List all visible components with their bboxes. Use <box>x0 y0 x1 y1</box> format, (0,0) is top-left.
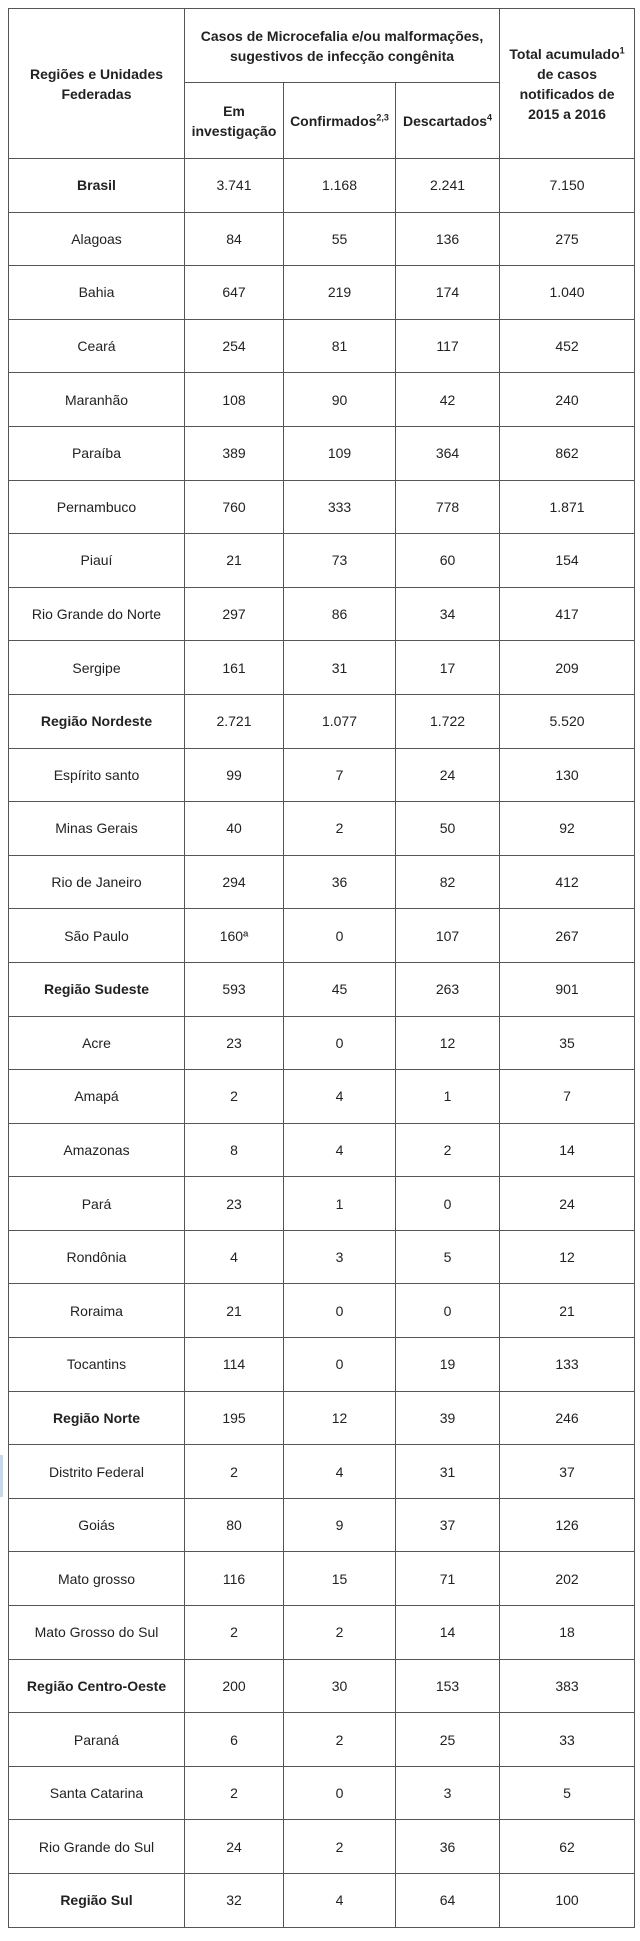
cell-discarded: 364 <box>396 426 500 480</box>
cell-name: Rondônia <box>9 1230 185 1284</box>
cell-name: Rio de Janeiro <box>9 855 185 909</box>
cell-confirmed: 7 <box>284 748 396 802</box>
cell-confirmed: 219 <box>284 266 396 320</box>
table-row <box>9 641 635 695</box>
cell-discarded: 0 <box>396 1177 500 1231</box>
cell-investigation: 2 <box>185 1606 284 1660</box>
cell-investigation: 389 <box>185 426 284 480</box>
header-discarded-footnote: 4 <box>487 111 493 122</box>
cell-confirmed: 9 <box>284 1498 396 1552</box>
cell-total: 126 <box>500 1498 635 1552</box>
cell-confirmed: 0 <box>284 1766 396 1820</box>
cell-discarded: 2.241 <box>396 159 500 213</box>
cell-name: Distrito Federal <box>9 1445 185 1499</box>
cell-total: 37 <box>500 1445 635 1499</box>
cell-investigation: 23 <box>185 1177 284 1231</box>
header-total-label-rest: de casos notificados de 2015 a 2016 <box>519 65 615 122</box>
table-row <box>9 1338 635 1392</box>
table-row <box>9 587 635 641</box>
cell-total: 5 <box>500 1766 635 1820</box>
header-total-footnote: 1 <box>619 44 625 55</box>
cell-confirmed: 30 <box>284 1659 396 1713</box>
cell-name: Região Norte <box>9 1391 185 1445</box>
cell-discarded: 42 <box>396 373 500 427</box>
cell-confirmed: 73 <box>284 534 396 588</box>
cell-name: Bahia <box>9 266 185 320</box>
cell-name: Sergipe <box>9 641 185 695</box>
cell-name: Piauí <box>9 534 185 588</box>
cell-confirmed: 4 <box>284 1123 396 1177</box>
cell-name: Rio Grande do Sul <box>9 1820 185 1874</box>
table-row <box>9 1123 635 1177</box>
cell-discarded: 14 <box>396 1606 500 1660</box>
table-row-total <box>9 1659 635 1713</box>
cell-total: 1.040 <box>500 266 635 320</box>
cell-investigation: 294 <box>185 855 284 909</box>
cell-total: 7 <box>500 1070 635 1124</box>
cell-investigation: 4 <box>185 1230 284 1284</box>
cell-total: 412 <box>500 855 635 909</box>
cell-name: Ceará <box>9 319 185 373</box>
cell-investigation: 24 <box>185 1820 284 1874</box>
cell-investigation: 80 <box>185 1498 284 1552</box>
cell-discarded: 82 <box>396 855 500 909</box>
cell-total: 862 <box>500 426 635 480</box>
cell-name: Goiás <box>9 1498 185 1552</box>
cell-total: 33 <box>500 1713 635 1767</box>
cell-confirmed: 36 <box>284 855 396 909</box>
table-row <box>9 1766 635 1820</box>
cell-discarded: 2 <box>396 1123 500 1177</box>
cell-investigation: 6 <box>185 1713 284 1767</box>
cell-total: 18 <box>500 1606 635 1660</box>
table-row <box>9 212 635 266</box>
header-total-label: Total acumulado <box>509 45 620 62</box>
cell-investigation: 2 <box>185 1766 284 1820</box>
cell-investigation: 200 <box>185 1659 284 1713</box>
cell-investigation: 647 <box>185 266 284 320</box>
cell-discarded: 36 <box>396 1820 500 1874</box>
table-row <box>9 1606 635 1660</box>
cell-discarded: 778 <box>396 480 500 534</box>
cell-total: 267 <box>500 909 635 963</box>
cell-name: Tocantins <box>9 1338 185 1392</box>
cell-confirmed: 45 <box>284 962 396 1016</box>
table-row <box>9 802 635 856</box>
table-row <box>9 1230 635 1284</box>
table-row <box>9 1445 635 1499</box>
microcephaly-cases-table <box>8 8 635 1928</box>
cell-discarded: 263 <box>396 962 500 1016</box>
cell-name: Região Nordeste <box>9 694 185 748</box>
cell-confirmed: 3 <box>284 1230 396 1284</box>
cell-confirmed: 55 <box>284 212 396 266</box>
cell-investigation: 2.721 <box>185 694 284 748</box>
cell-total: 383 <box>500 1659 635 1713</box>
table-row <box>9 909 635 963</box>
cell-confirmed: 4 <box>284 1445 396 1499</box>
cell-name: Região Sul <box>9 1874 185 1928</box>
cell-confirmed: 2 <box>284 1606 396 1660</box>
cell-total: 62 <box>500 1820 635 1874</box>
table-row <box>9 1498 635 1552</box>
cell-confirmed: 0 <box>284 1338 396 1392</box>
cell-confirmed: 2 <box>284 1713 396 1767</box>
cell-investigation: 161 <box>185 641 284 695</box>
cell-total: 130 <box>500 748 635 802</box>
cell-investigation: 21 <box>185 1284 284 1338</box>
cell-investigation: 84 <box>185 212 284 266</box>
table-row <box>9 266 635 320</box>
table-row <box>9 1070 635 1124</box>
table-row <box>9 426 635 480</box>
cell-discarded: 17 <box>396 641 500 695</box>
cell-total: 1.871 <box>500 480 635 534</box>
cell-name: Santa Catarina <box>9 1766 185 1820</box>
cell-investigation: 23 <box>185 1016 284 1070</box>
table-row <box>9 480 635 534</box>
header-discarded-label: Descartados <box>402 112 488 129</box>
table-row <box>9 1177 635 1231</box>
cell-confirmed: 12 <box>284 1391 396 1445</box>
table-row <box>9 1713 635 1767</box>
cell-name: Acre <box>9 1016 185 1070</box>
cell-discarded: 25 <box>396 1713 500 1767</box>
cell-discarded: 39 <box>396 1391 500 1445</box>
cell-total: 202 <box>500 1552 635 1606</box>
cell-investigation: 297 <box>185 587 284 641</box>
cell-discarded: 12 <box>396 1016 500 1070</box>
cell-name: Rio Grande do Norte <box>9 587 185 641</box>
cell-investigation: 593 <box>185 962 284 1016</box>
cell-name: Mato Grosso do Sul <box>9 1606 185 1660</box>
cell-name: Região Sudeste <box>9 962 185 1016</box>
cell-total: 901 <box>500 962 635 1016</box>
cell-investigation: 40 <box>185 802 284 856</box>
cell-name: Maranhão <box>9 373 185 427</box>
cell-investigation: 116 <box>185 1552 284 1606</box>
cell-name: Pernambuco <box>9 480 185 534</box>
cell-name: Amazonas <box>9 1123 185 1177</box>
header-confirmed-footnote: 2,3 <box>376 111 389 122</box>
cell-investigation: 32 <box>185 1874 284 1928</box>
cell-name: Pará <box>9 1177 185 1231</box>
cell-discarded: 5 <box>396 1230 500 1284</box>
table-row <box>9 748 635 802</box>
cell-total: 35 <box>500 1016 635 1070</box>
table-row <box>9 373 635 427</box>
cell-confirmed: 31 <box>284 641 396 695</box>
cell-discarded: 1.722 <box>396 694 500 748</box>
cell-discarded: 19 <box>396 1338 500 1392</box>
cell-name: Brasil <box>9 159 185 213</box>
cell-discarded: 37 <box>396 1498 500 1552</box>
cell-name: Mato grosso <box>9 1552 185 1606</box>
cell-discarded: 34 <box>396 587 500 641</box>
cell-investigation: 108 <box>185 373 284 427</box>
cell-name: Alagoas <box>9 212 185 266</box>
header-case-group: Casos de Microcefalia e/ou malformações, sugestivos de infecção congênita <box>185 9 500 83</box>
cell-confirmed: 2 <box>284 802 396 856</box>
cell-discarded: 107 <box>396 909 500 963</box>
table-row-total <box>9 1391 635 1445</box>
cell-investigation: 160ª <box>185 909 284 963</box>
cell-discarded: 117 <box>396 319 500 373</box>
cell-discarded: 50 <box>396 802 500 856</box>
cell-total: 100 <box>500 1874 635 1928</box>
cell-investigation: 8 <box>185 1123 284 1177</box>
table-row-total <box>9 1874 635 1928</box>
cell-confirmed: 333 <box>284 480 396 534</box>
cell-investigation: 21 <box>185 534 284 588</box>
cell-confirmed: 0 <box>284 1016 396 1070</box>
table-row <box>9 1820 635 1874</box>
table-row <box>9 1016 635 1070</box>
header-total <box>500 9 635 159</box>
cell-confirmed: 90 <box>284 373 396 427</box>
table-row <box>9 319 635 373</box>
cell-total: 275 <box>500 212 635 266</box>
cell-confirmed: 4 <box>284 1874 396 1928</box>
table-row <box>9 1284 635 1338</box>
header-discarded <box>396 83 500 159</box>
table-row-total <box>9 159 635 213</box>
cell-discarded: 0 <box>396 1284 500 1338</box>
table-row-total <box>9 694 635 748</box>
cell-name: Amapá <box>9 1070 185 1124</box>
cell-total: 154 <box>500 534 635 588</box>
cell-name: Região Centro-Oeste <box>9 1659 185 1713</box>
cell-discarded: 174 <box>396 266 500 320</box>
cell-investigation: 99 <box>185 748 284 802</box>
cell-confirmed: 2 <box>284 1820 396 1874</box>
cell-total: 92 <box>500 802 635 856</box>
cell-total: 7.150 <box>500 159 635 213</box>
cell-total: 5.520 <box>500 694 635 748</box>
cell-total: 246 <box>500 1391 635 1445</box>
cell-name: Minas Gerais <box>9 802 185 856</box>
cell-investigation: 760 <box>185 480 284 534</box>
cell-total: 14 <box>500 1123 635 1177</box>
cell-confirmed: 86 <box>284 587 396 641</box>
cell-name: Paraná <box>9 1713 185 1767</box>
cell-name: São Paulo <box>9 909 185 963</box>
cell-discarded: 24 <box>396 748 500 802</box>
header-regions: Regiões e Unidades Federadas <box>9 9 185 159</box>
cell-total: 209 <box>500 641 635 695</box>
cell-discarded: 136 <box>396 212 500 266</box>
cell-confirmed: 0 <box>284 909 396 963</box>
cell-discarded: 153 <box>396 1659 500 1713</box>
cell-discarded: 60 <box>396 534 500 588</box>
table-row-total <box>9 962 635 1016</box>
cell-investigation: 114 <box>185 1338 284 1392</box>
table-row <box>9 855 635 909</box>
cell-investigation: 254 <box>185 319 284 373</box>
cell-discarded: 1 <box>396 1070 500 1124</box>
header-confirmed <box>284 83 396 159</box>
cell-total: 24 <box>500 1177 635 1231</box>
cell-confirmed: 1.168 <box>284 159 396 213</box>
cell-confirmed: 1 <box>284 1177 396 1231</box>
cell-confirmed: 1.077 <box>284 694 396 748</box>
header-investigation: Em investigação <box>185 83 284 159</box>
cell-total: 417 <box>500 587 635 641</box>
cell-discarded: 64 <box>396 1874 500 1928</box>
cell-total: 452 <box>500 319 635 373</box>
table-row <box>9 1552 635 1606</box>
cell-investigation: 3.741 <box>185 159 284 213</box>
cell-investigation: 2 <box>185 1445 284 1499</box>
cell-confirmed: 109 <box>284 426 396 480</box>
table-row <box>9 534 635 588</box>
cell-total: 240 <box>500 373 635 427</box>
cell-name: Roraima <box>9 1284 185 1338</box>
cell-confirmed: 15 <box>284 1552 396 1606</box>
cell-discarded: 71 <box>396 1552 500 1606</box>
cell-name: Espírito santo <box>9 748 185 802</box>
cell-confirmed: 81 <box>284 319 396 373</box>
cell-name: Paraíba <box>9 426 185 480</box>
cell-total: 12 <box>500 1230 635 1284</box>
header-confirmed-label: Confirmados <box>290 112 377 129</box>
cell-confirmed: 0 <box>284 1284 396 1338</box>
microcephaly-table-container <box>8 8 634 1928</box>
cell-total: 133 <box>500 1338 635 1392</box>
cell-investigation: 2 <box>185 1070 284 1124</box>
cell-total: 21 <box>500 1284 635 1338</box>
cell-confirmed: 4 <box>284 1070 396 1124</box>
scroll-marker <box>0 1455 3 1497</box>
cell-discarded: 31 <box>396 1445 500 1499</box>
cell-discarded: 3 <box>396 1766 500 1820</box>
table-body <box>9 159 635 1928</box>
cell-investigation: 195 <box>185 1391 284 1445</box>
